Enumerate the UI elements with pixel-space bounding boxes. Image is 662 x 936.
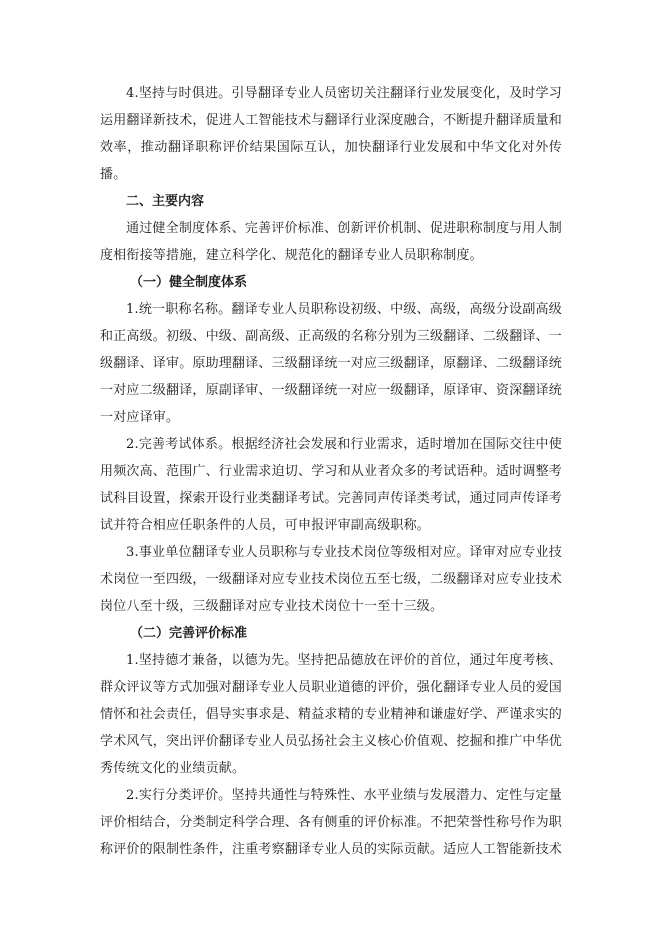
paragraph-item-3-post-levels: 3.事业单位翻译专业人员职称与专业技术岗位等级相对应。译审对应专业技术岗位一至四级，一级翻译对应专业技术岗位五至七级，二级翻译对应专业技术岗位八至十级，三级翻译对应专业技术岗位十一至十三级。 xyxy=(100,545,563,614)
document-body xyxy=(100,80,562,863)
paragraph-principle-4: 4.坚持与时俱进。引导翻译专业人员密切关注翻译行业发展变化，及时学习运用翻译新技术，促进人工智能技术与翻译行业深度融合，不断提升翻译质量和效率，推动翻译职称评价结果国际互认，加快翻译行业发展和中华文化对外传播。 xyxy=(100,86,563,182)
subsection-heading-standards: （二）完善评价标准 xyxy=(130,626,248,641)
section-heading-main-content: 二、主要内容 xyxy=(126,194,205,209)
paragraph-item-2-classified-eval: 2.实行分类评价。坚持共通性与特殊性、水平业绩与发展潜力、定性与定量评价相结合，分类制定科学合理、各有侧重的评价标准。不把荣誉性称号作为职称评价的限制性条件，注重考察翻译专业人员的实际贡献。适应人工智能新技术 xyxy=(100,788,563,857)
paragraph-intro: 通过健全制度体系、完善评价标准、创新评价机制、促进职称制度与用人制度相衔接等措施，建立科学化、规范化的翻译专业人员职称制度。 xyxy=(100,221,562,263)
subsection-heading-system: （一）健全制度体系 xyxy=(130,275,248,290)
paragraph-item-1-title-names: 1.统一职称名称。翻译专业人员职称设初级、中级、高级，高级分设副高级和正高级。初级、中级、副高级、正高级的名称分别为三级翻译、二级翻译、一级翻译、译审。原助理翻译、三级翻译统一对应三级翻译，原翻译、二级翻译统一对应二级翻译，原副译审、一级翻译统一对应一级翻译，原译审、资深翻译统一对应译审。 xyxy=(100,302,563,425)
paragraph-item-1-virtue: 1.坚持德才兼备，以德为先。坚持把品德放在评价的首位，通过年度考核、群众评议等方式加强对翻译专业人员职业道德的评价，强化翻译专业人员的爱国情怀和社会责任，倡导实事求是、精益求精的专业精神和谦虚好学、严谨求实的学术风气，突出评价翻译专业人员弘扬社会主义核心价值观、挖掘和推广中华优秀传统文化的业绩贡献。 xyxy=(100,653,563,776)
paragraph-item-2-exam-system: 2.完善考试体系。根据经济社会发展和行业需求，适时增加在国际交往中使用频次高、范围广、行业需求迫切、学习和从业者众多的考试语种。适时调整考试科目设置，探索开设行业类翻译考试。完善同声传译类考试，通过同声传译考试并符合相应任职条件的人员，可申报评审副高级职称。 xyxy=(100,437,563,533)
